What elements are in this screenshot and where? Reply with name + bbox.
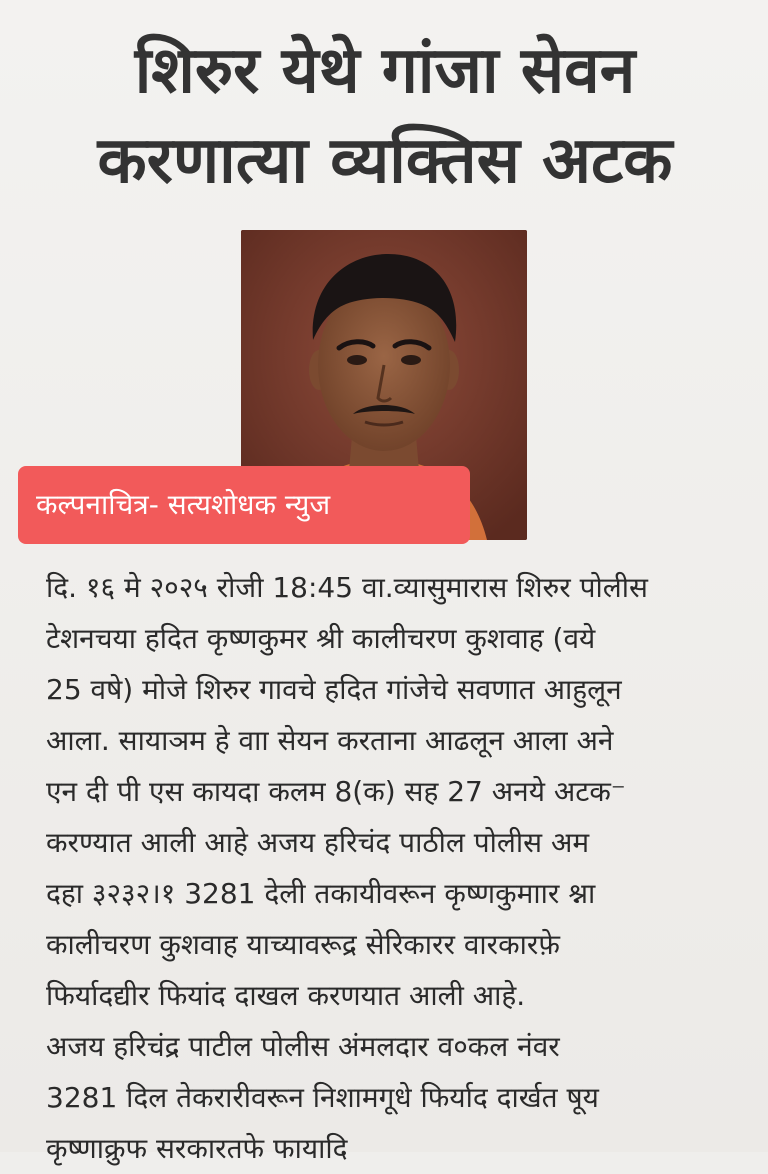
article-line: 25 वषे) मोजे शिरुर गावचे हदित गांजेचे सवणात आहुलून: [46, 673, 622, 706]
article-line: 3281 दिल तेकरारीवरून निशामगूधे फिर्याद दार्खत षूय: [46, 1081, 599, 1114]
headline: [40, 26, 730, 206]
photo-caption-badge: कल्पनाचित्र- सत्यशोधक न्युज: [18, 466, 470, 544]
headline-line-1: शिरुर येथे गांजा सेवन: [134, 34, 636, 108]
article-line: दहा ३२३२।१ 3281 देली तकायीवरून कृष्णकुमाार श्ना: [46, 877, 596, 910]
article-line: अजय हरिचंद्र पाटील पोलीस अंमलदार व०कल नंवर: [46, 1030, 560, 1063]
headline-line-2: करणात्या व्यक्तिस अटक: [97, 124, 673, 198]
article-line: एन दी पी एस कायदा कलम 8(क) सह 27 अनये अटक⁻: [46, 775, 626, 808]
article-line: कृष्णाक्रुफ सरकारतफे फायादि: [46, 1132, 348, 1165]
article-line: टेशनचया हदित कृष्णकुमर श्री कालीचरण कुशवाह (वये: [46, 622, 596, 655]
article-line: कालीचरण कुशवाह याच्यावरूद्र सेरिकारर वारकारफ़े: [46, 928, 560, 961]
article-line: करण्यात आली आहे अजय हरिचंद पाठील पोलीस अम: [46, 826, 590, 859]
article-line: फिर्यादद्यीर फियांद दाखल करणयात आली आहे.: [46, 979, 526, 1012]
article-line: आला. सायाञम हे वाा सेयन करताना आढलून आला अने: [46, 724, 614, 757]
article-body: [46, 562, 726, 1174]
article-line: दि. १६ मे २०२५ रोजी 18:45 वा.व्यासुमारास शिरुर पोलीस: [46, 571, 648, 604]
